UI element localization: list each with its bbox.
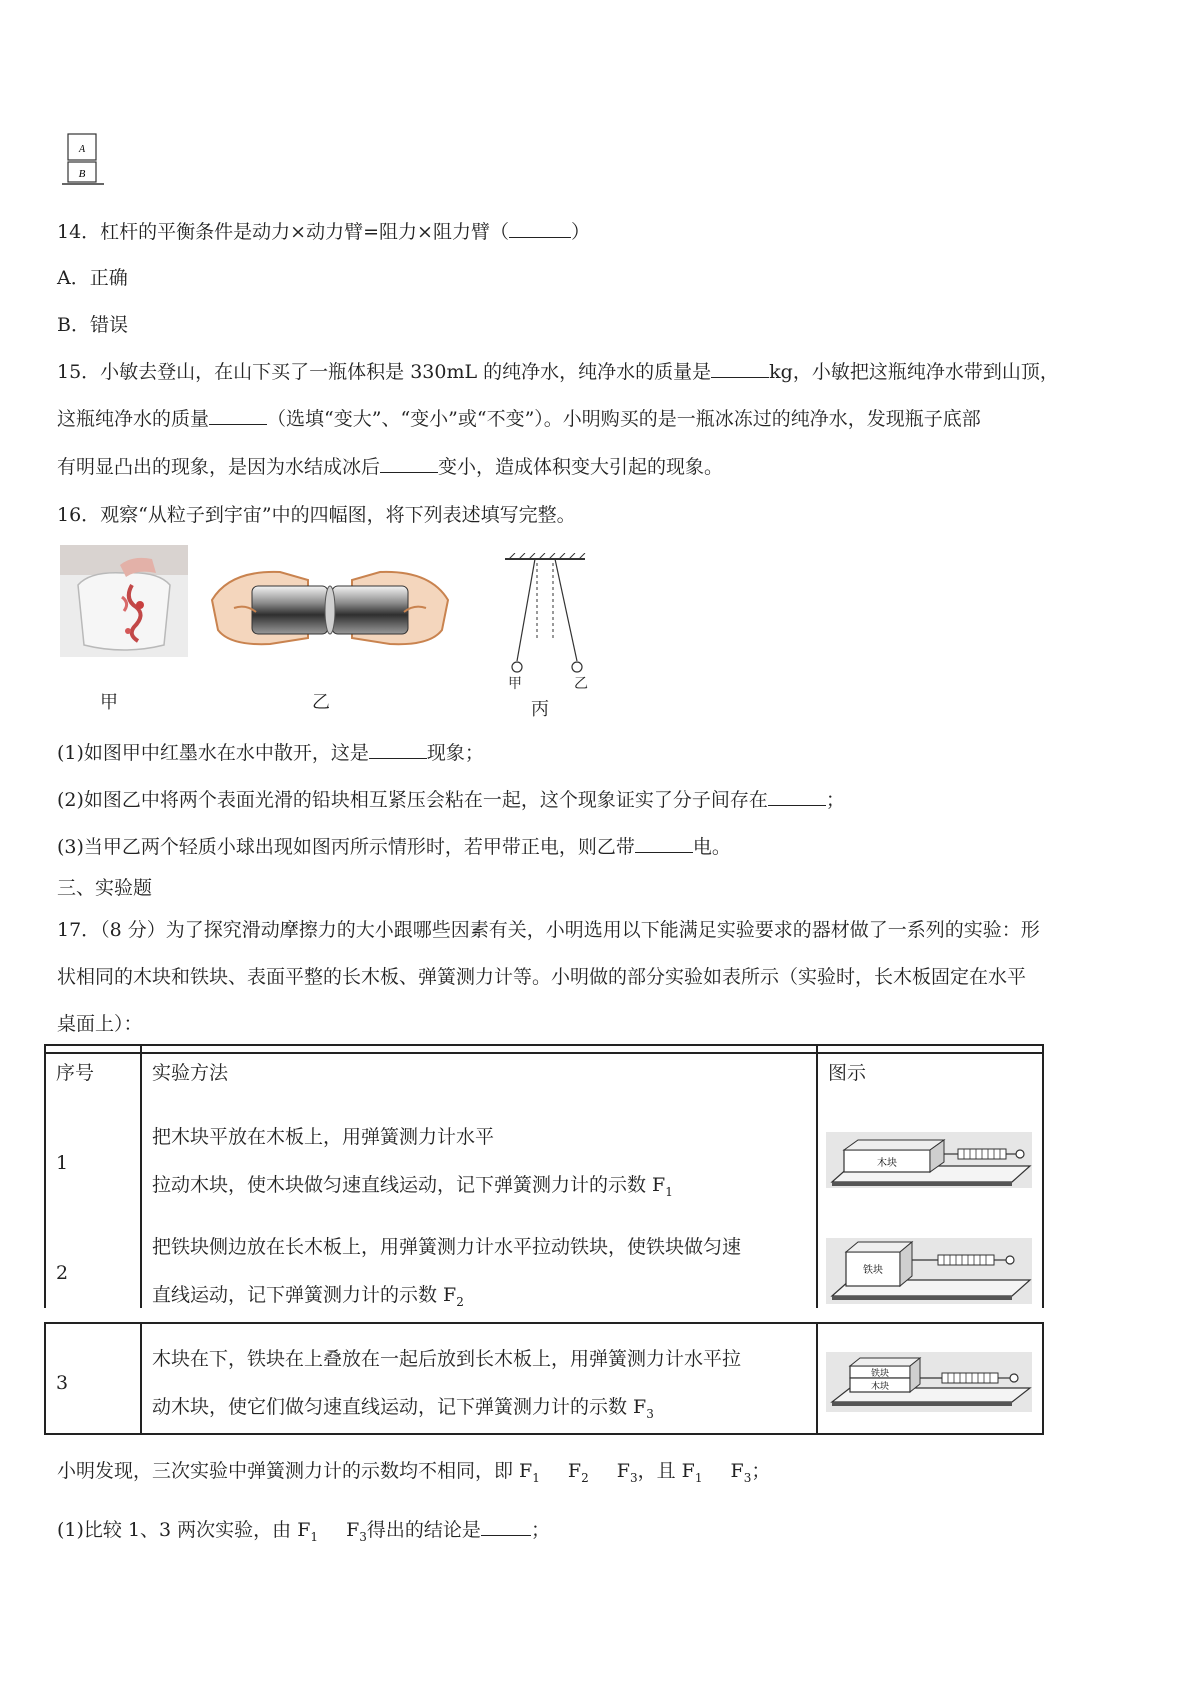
q16-part-1: (1)如图甲中红墨水在水中散开，这是 现象； bbox=[57, 742, 484, 764]
q15-line-1: 15．小敏去登山，在山下买了一瓶体积是 330mL 的纯净水，纯净水的质量是 kg，小敏把这瓶纯净水带到山顶， bbox=[57, 361, 1059, 383]
q16-blank-1[interactable] bbox=[369, 740, 427, 759]
section-heading: 三、实验题 bbox=[57, 877, 153, 899]
q17-sub-1: (1)比较 1、3 两次实验，由 $F_1$ $F_3$得出的结论是 ； bbox=[57, 1519, 550, 1544]
block-a-label: A bbox=[78, 144, 86, 155]
table-row-2-method-2: 直线运动，记下弹簧测力计的示数 $F_2$ bbox=[152, 1284, 464, 1309]
lead-blocks-figure bbox=[210, 560, 450, 660]
q17-line-2: 状相同的木块和铁块、表面平整的长木板、弹簧测力计等。小明做的部分实验如表所示（实验时，长木板固定在水平 bbox=[57, 966, 1027, 988]
table-row-3-no: 3 bbox=[56, 1372, 69, 1394]
q16-part-3: (3)当甲乙两个轻质小球出现如图丙所示情形时，若甲带正电，则乙带 电。 bbox=[57, 836, 731, 858]
q15-line-2: 这瓶纯净水的质量 （选填“变大”、“变小”或“不变”）。小明购买的是一瓶冰冻过的纯净水，发现瓶子底部 bbox=[57, 408, 981, 430]
table-row-3-method-1: 木块在下，铁块在上叠放在一起后放到长木板上，用弹簧测力计水平拉 bbox=[152, 1348, 742, 1370]
row-3-top-block-label: 铁块 bbox=[870, 1369, 890, 1379]
q14-option-b[interactable]: B．错误 bbox=[57, 314, 128, 336]
row-3-bottom-block-label: 木块 bbox=[870, 1382, 890, 1392]
fig-bing-label: 丙 bbox=[531, 699, 549, 720]
block-b-label: B bbox=[78, 168, 86, 180]
beaker-ink-figure bbox=[60, 545, 188, 657]
table-header-no: 序号 bbox=[56, 1062, 95, 1084]
ball-jia-label: 甲 bbox=[508, 676, 522, 692]
row-2-block-label: 铁块 bbox=[863, 1265, 883, 1276]
q16-blank-2[interactable] bbox=[768, 787, 826, 806]
table-row-2-no: 2 bbox=[56, 1262, 69, 1284]
q15-blank-change[interactable] bbox=[209, 406, 267, 425]
q14-stem: 14．杠杆的平衡条件是动力×动力臂=阻力×阻力臂（ ） bbox=[57, 221, 590, 243]
q17-line-1: 17．（8 分）为了探究滑动摩擦力的大小跟哪些因素有关，小明选用以下能满足实验要求的器材做了一系列的实验：形 bbox=[57, 919, 1040, 941]
table-header-figure: 图示 bbox=[828, 1062, 867, 1084]
q17-line-3: 桌面上）： bbox=[57, 1013, 143, 1035]
table-row-2-method-1: 把铁块侧边放在长木板上，用弹簧测力计水平拉动铁块，使铁块做匀速 bbox=[152, 1236, 742, 1258]
q14-answer-blank[interactable] bbox=[509, 219, 571, 238]
q17-finding: 小明发现，三次实验中弹簧测力计的示数均不相同，即 $F_1$ $F_2$ $F_3$，且 $F_1$ $F_3$； bbox=[57, 1460, 771, 1485]
fig-yi-label: 乙 bbox=[312, 692, 330, 713]
stacked-blocks-figure bbox=[60, 132, 110, 190]
q16-part-2: (2)如图乙中将两个表面光滑的铅块相互紧压会粘在一起，这个现象证实了分子间存在 ； bbox=[57, 789, 845, 811]
q17-sub-1-blank[interactable] bbox=[481, 1517, 531, 1536]
row-3-experiment-figure bbox=[826, 1352, 1032, 1412]
table-row-1-method-2: 拉动木块，使木块做匀速直线运动，记下弹簧测力计的示数 $F_1$ bbox=[152, 1174, 673, 1199]
row-1-experiment-figure bbox=[826, 1132, 1032, 1188]
table-header-method: 实验方法 bbox=[152, 1062, 229, 1084]
q16-intro: 16．观察“从粒子到宇宙”中的四幅图，将下列表述填写完整。 bbox=[57, 504, 576, 526]
q15-blank-mass[interactable] bbox=[711, 359, 769, 378]
table-row-3-method-2: 动木块，使它们做匀速直线运动，记下弹簧测力计的示数 $F_3$ bbox=[152, 1396, 654, 1421]
row-1-block-label: 木块 bbox=[877, 1158, 897, 1169]
fig-jia-label: 甲 bbox=[100, 692, 118, 713]
table-row-1-no: 1 bbox=[56, 1152, 69, 1174]
q15-blank-density[interactable] bbox=[380, 454, 438, 473]
charged-balls-figure bbox=[495, 553, 605, 683]
q15-line-3: 有明显凸出的现象，是因为水结成冰后 变小，造成体积变大引起的现象。 bbox=[57, 456, 724, 478]
table-row-1-method-1: 把木块平放在木板上，用弹簧测力计水平 bbox=[152, 1126, 495, 1148]
q16-blank-3[interactable] bbox=[635, 834, 693, 853]
ball-yi-label: 乙 bbox=[574, 676, 588, 692]
q14-option-a[interactable]: A．正确 bbox=[57, 267, 128, 289]
row-2-experiment-figure bbox=[826, 1238, 1032, 1304]
